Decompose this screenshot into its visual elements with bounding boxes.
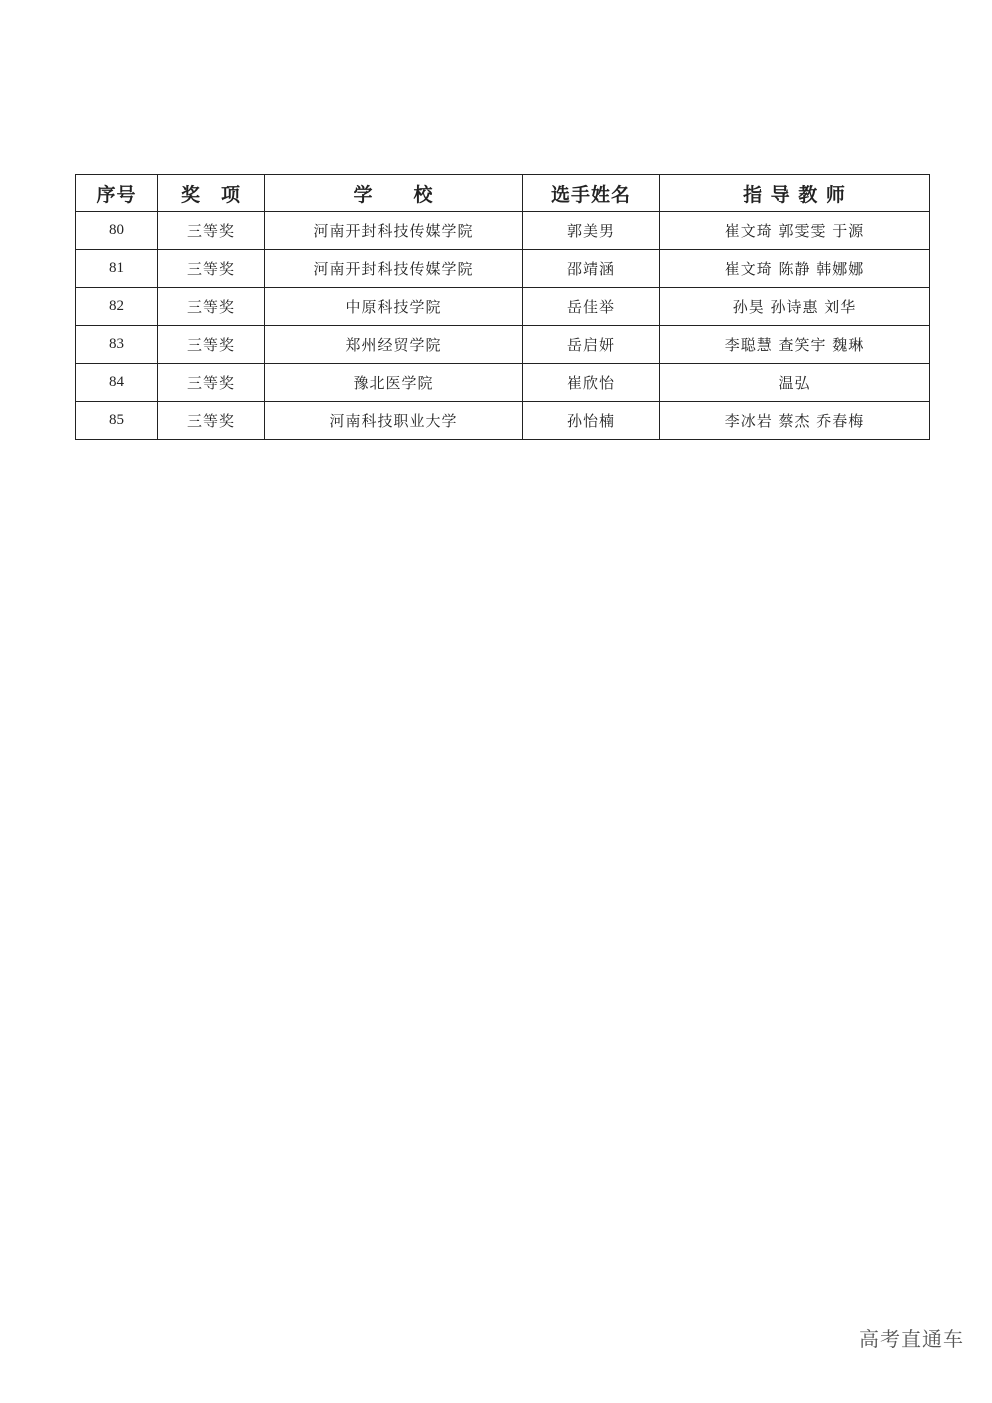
cell-contestant: 岳佳举 xyxy=(523,288,660,326)
cell-award: 三等奖 xyxy=(158,250,265,288)
table-row xyxy=(76,250,930,288)
table-row xyxy=(76,364,930,402)
cell-school: 郑州经贸学院 xyxy=(265,326,523,364)
table-header xyxy=(76,175,930,212)
cell-award: 三等奖 xyxy=(158,212,265,250)
cell-school: 河南科技职业大学 xyxy=(265,402,523,440)
cell-instructors: 李冰岩 蔡杰 乔春梅 xyxy=(660,402,930,440)
cell-index: 80 xyxy=(76,212,158,250)
cell-contestant: 岳启妍 xyxy=(523,326,660,364)
cell-award: 三等奖 xyxy=(158,326,265,364)
cell-award: 三等奖 xyxy=(158,402,265,440)
cell-instructors: 温弘 xyxy=(660,364,930,402)
cell-contestant: 郭美男 xyxy=(523,212,660,250)
cell-instructors: 孙昊 孙诗惠 刘华 xyxy=(660,288,930,326)
cell-contestant: 邵靖涵 xyxy=(523,250,660,288)
cell-instructors: 崔文琦 郭雯雯 于源 xyxy=(660,212,930,250)
cell-school: 豫北医学院 xyxy=(265,364,523,402)
header-school: 学 校 xyxy=(265,175,523,212)
cell-instructors: 李聪慧 查笑宇 魏琳 xyxy=(660,326,930,364)
cell-school: 河南开封科技传媒学院 xyxy=(265,212,523,250)
cell-award: 三等奖 xyxy=(158,364,265,402)
cell-award: 三等奖 xyxy=(158,288,265,326)
header-contestant: 选手姓名 xyxy=(523,175,660,212)
cell-contestant: 孙怡楠 xyxy=(523,402,660,440)
watermark-text: 高考直通车 xyxy=(859,1327,964,1351)
cell-index: 82 xyxy=(76,288,158,326)
table-row xyxy=(76,326,930,364)
cell-index: 81 xyxy=(76,250,158,288)
cell-index: 84 xyxy=(76,364,158,402)
header-award: 奖 项 xyxy=(158,175,265,212)
header-row xyxy=(76,175,930,212)
cell-instructors: 崔文琦 陈静 韩娜娜 xyxy=(660,250,930,288)
table-row xyxy=(76,402,930,440)
awards-table xyxy=(75,174,930,440)
cell-school: 河南开封科技传媒学院 xyxy=(265,250,523,288)
cell-contestant: 崔欣怡 xyxy=(523,364,660,402)
table-row xyxy=(76,212,930,250)
cell-school: 中原科技学院 xyxy=(265,288,523,326)
header-index: 序号 xyxy=(76,175,158,212)
table-row xyxy=(76,288,930,326)
header-instructors: 指 导 教 师 xyxy=(660,175,930,212)
table-body xyxy=(76,212,930,440)
cell-index: 83 xyxy=(76,326,158,364)
cell-index: 85 xyxy=(76,402,158,440)
